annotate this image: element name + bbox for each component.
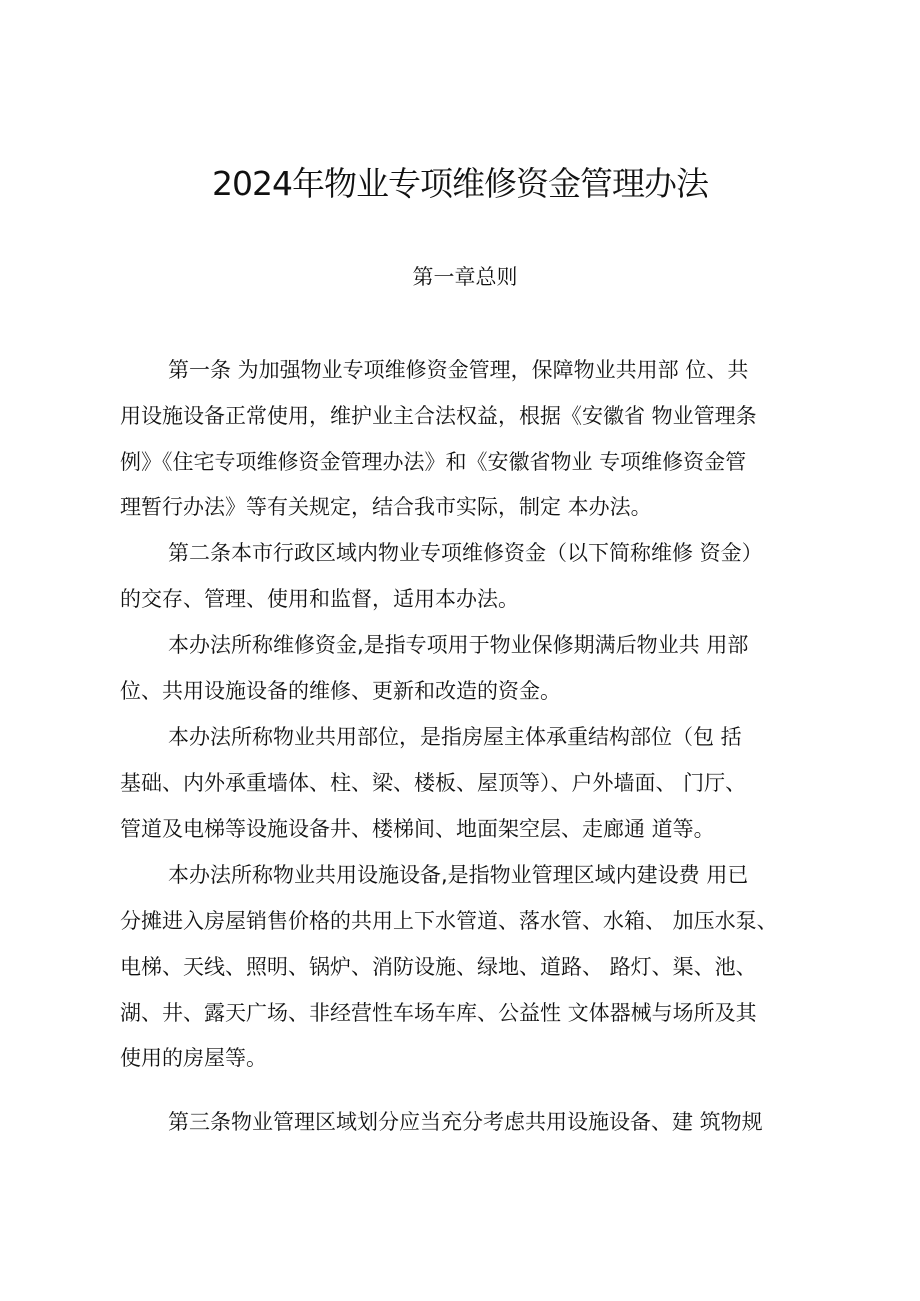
- text-line: 湖、井、露天广场、非经营性车场车库、公益性 文体器械与场所及其: [120, 1001, 757, 1025]
- text-line: 本办法所称维修资金,是指专项用于物业保修期满后物业共 用部: [168, 633, 749, 657]
- chapter-heading: 第一章总则: [412, 265, 518, 289]
- text-line: 本办法所称物业共用设施设备,是指物业管理区域内建设费 用已: [168, 863, 749, 887]
- text-line: 理暂行办法》等有关规定，结合我市实际，制定 本办法。: [120, 495, 652, 519]
- text-line: 分摊进入房屋销售价格的共用上下水管道、落水管、水箱、 加压水泵、: [120, 909, 778, 933]
- text-line: 例》《住宅专项维修资金管理办法》和《安徽省物业 专项维修资金管: [120, 450, 747, 474]
- text-line: 电梯、天线、照明、锅炉、消防设施、绿地、道路、 路灯、渠、池、: [120, 955, 757, 979]
- text-line: 用设施设备正常使用，维护业主合法权益，根据《安徽省 物业管理条: [120, 404, 757, 428]
- text-line: 第三条物业管理区域划分应当充分考虑共用设施设备、建 筑物规: [168, 1110, 763, 1134]
- text-line: 使用的房屋等。: [120, 1046, 267, 1070]
- text-line: 第一条 为加强物业专项维修资金管理，保障物业共用部 位、共: [168, 358, 749, 382]
- text-line: 管道及电梯等设施设备井、楼梯间、地面架空层、走廊通 道等。: [120, 817, 715, 841]
- text-line: 第二条本市行政区域内物业专项维修资金（以下简称维修 资金）: [168, 541, 763, 565]
- document-title: 2024年物业专项维修资金管理办法: [212, 164, 708, 203]
- text-line: 基础、内外承重墙体、柱、梁、楼板、屋顶等）、户外墙面、 门厅、: [120, 771, 747, 795]
- text-line: 本办法所称物业共用部位，是指房屋主体承重结构部位（包 括: [168, 725, 742, 749]
- text-line: 的交存、管理、使用和监督，适用本办法。: [120, 587, 519, 611]
- text-line: 位、共用设施设备的维修、更新和改造的资金。: [120, 679, 561, 703]
